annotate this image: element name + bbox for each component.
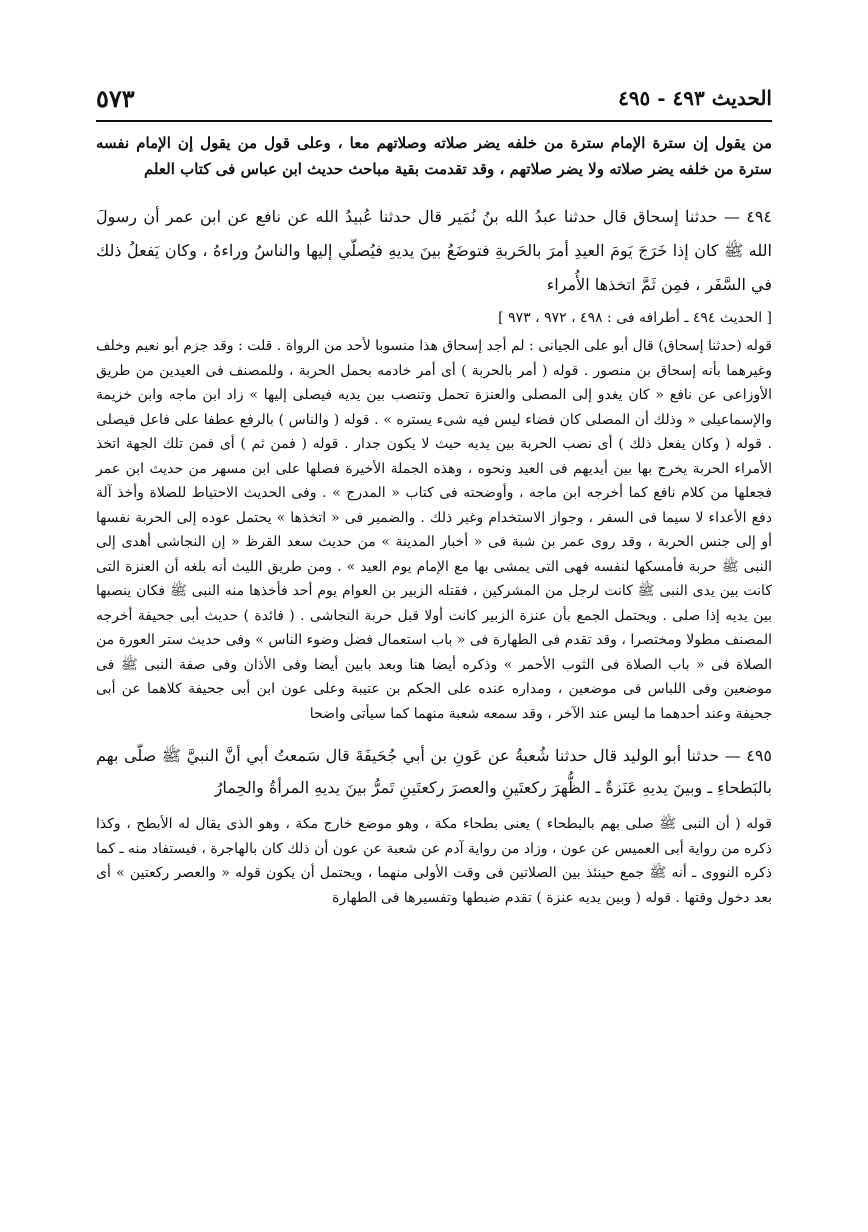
page-body	[96, 130, 772, 910]
hadith-495-commentary: قوله ( أن النبى ﷺ صلى بهم بالبطحاء ) يعنى بطحاء مكة ، وهو موضع خارج مكة ، وهو الذى يقال له الأبطح ، وكذا ذكره من رواية أبى العميس عن عون ، وزاد من رواية آدم عن شعبة عن عون أن ذلك كان بالهاجرة ، فيستفاد منه ـ كما ذكره النووى ـ أنه ﷺ جمع حينئذ بين الصلاتين فى وقت الأولى منهما ، ويحتمل أن يكون قوله « والعصر ركعتين » أى بعد دخول وقتها . قوله ( وبين يديه عنزة ) تقدم ضبطها وتفسيرها فى الطهارة	[96, 816, 772, 906]
hadith-495-text: ٤٩٥ — حدثنا أبو الوليد قال حدثنا شُعبةُ عن عَونِ بن أبي جُحَيفَةَ قال سَمعتُ أبي أنَّ النبيَّ ﷺ صلّى بهم بالبَطحاءِ ـ وبينَ يديهِ عَنَزةٌ ـ الظُّهرَ ركعتَينِ والعصرَ ركعتَينِ تَمرُّ بينَ يديهِ المرأةُ والحِمارُ	[96, 746, 772, 797]
header-rule	[96, 120, 772, 122]
hadith-range-heading: الحديث ٤٩٣ - ٤٩٥	[618, 86, 772, 110]
continued-commentary: من يقول إن سترة الإمام سترة من خلفه يضر صلاته وصلاتهم معا ، وعلى قول من يقول إن الإمام نفسه سترة من خلفه يضر صلاته ولا يضر صلاتهم ، وقد تقدمت بقية مباحث حديث ابن عباس فى كتاب العلم	[96, 134, 772, 178]
hadith-494-text: ٤٩٤ — حدثنا إسحاق قال حدثنا عبدُ الله بنُ نُمَير قال حدثنا عُبيدُ الله عن نافع عن ابن عمر أن رسولَ الله ﷺ كان إذا خَرَجَ يَومَ العيدِ أمرَ بالحَربةِ فتوضَعُ بينَ يديهِ فيُصلّي إليها والناسُ وراءهُ ، وكان يَفعلُ ذلك في السَّفَر ، فمِن ثَمَّ اتخذها الأُمراء	[96, 207, 772, 294]
page-header	[96, 84, 772, 116]
hadith-494-cross-reference: [ الحديث ٤٩٤ ـ أطرافه فى : ٤٩٨ ، ٩٧٢ ، ٩٧٣ ]	[498, 310, 772, 326]
page-number: ٥٧٣	[96, 84, 135, 113]
hadith-494-commentary: قوله (حدثنا إسحاق) قال أبو على الجيانى : لم أجد إسحاق هذا منسوبا لأحد من الرواة . قلت : وقد جزم أبو نعيم وخلف وغيرهما بأنه إسحاق بن منصور . قوله ( أمر بالحربة ) أى أمر خادمه بحمل الحربة ، وللمصنف فى العيدين من طريق الأوزاعى عن نافع « كان يغدو إلى المصلى والعنزة تحمل وتنصب بين يديه فيصلى إليها » زاد ابن ماجه وابن خزيمة والإسماعيلى « وذلك أن المصلى كان فضاء ليس فيه شىء يستره » . قوله ( والناس ) بالرفع عطفا على فاعل فيصلى . قوله ( وكان يفعل ذلك ) أى نصب الحربة بين يديه حيث لا يكون جدار . قوله ( فمن ثم ) أى فمن تلك الجهة اتخذ الأمراء الحربة يخرج بها بين أيديهم فى العيد ونحوه ، وهذه الجملة الأخيرة فصلها على ابن مسهر من حديث ابن عمر فجعلها من كلام نافع كما أخرجه ابن ماجه ، وأوضحته فى كتاب « المدرج » . وفى الحديث الاحتياط للصلاة وأخذ آلة دفع الأعداء لا سيما فى السفر ، وجواز الاستخدام وغير ذلك . والضمير فى « اتخذها » يحتمل عوده إلى الحربة نفسها أو إلى جنس الحربة ، وقد روى عمر بن شبة فى « أخبار المدينة » من حديث سعد القرظ « إن النجاشى أهدى إلى النبى ﷺ حربة فأمسكها لنفسه فهى التى يمشى بها مع الإمام يوم العيد » . ومن طريق الليث أنه بلغه أن العنزة التى كانت بين يدى النبى ﷺ كانت لرجل من المشركين ، فقتله الزبير بن العوام يوم أحد فأخذها منه النبى ﷺ فكان ينصبها بين يديه إذا صلى . ويحتمل الجمع بأن عنزة الزبير كانت أولا قبل حربة النجاشى . ( فائدة ) حديث أبى جحيفة أخرجه المصنف مطولا ومختصرا ، وقد تقدم فى الطهارة فى « باب استعمال فضل وضوء الناس » وفى حديث ستر العورة من الصلاة فى « باب الصلاة فى الثوب الأحمر » وذكره أيضا هنا وبعد بابين أيضا وفى الأذان وفى صفة النبى ﷺ فى موضعين وفى اللباس فى موضعين ، ومداره عنده على الحكم بن عتيبة وعلى عون ابن أبى جحيفة كلاهما عن أبى جحيفة وعند أحدهما ما ليس عند الآخر ، وقد سمعه شعبة منهما كما سيأتى واضحا	[96, 338, 772, 722]
